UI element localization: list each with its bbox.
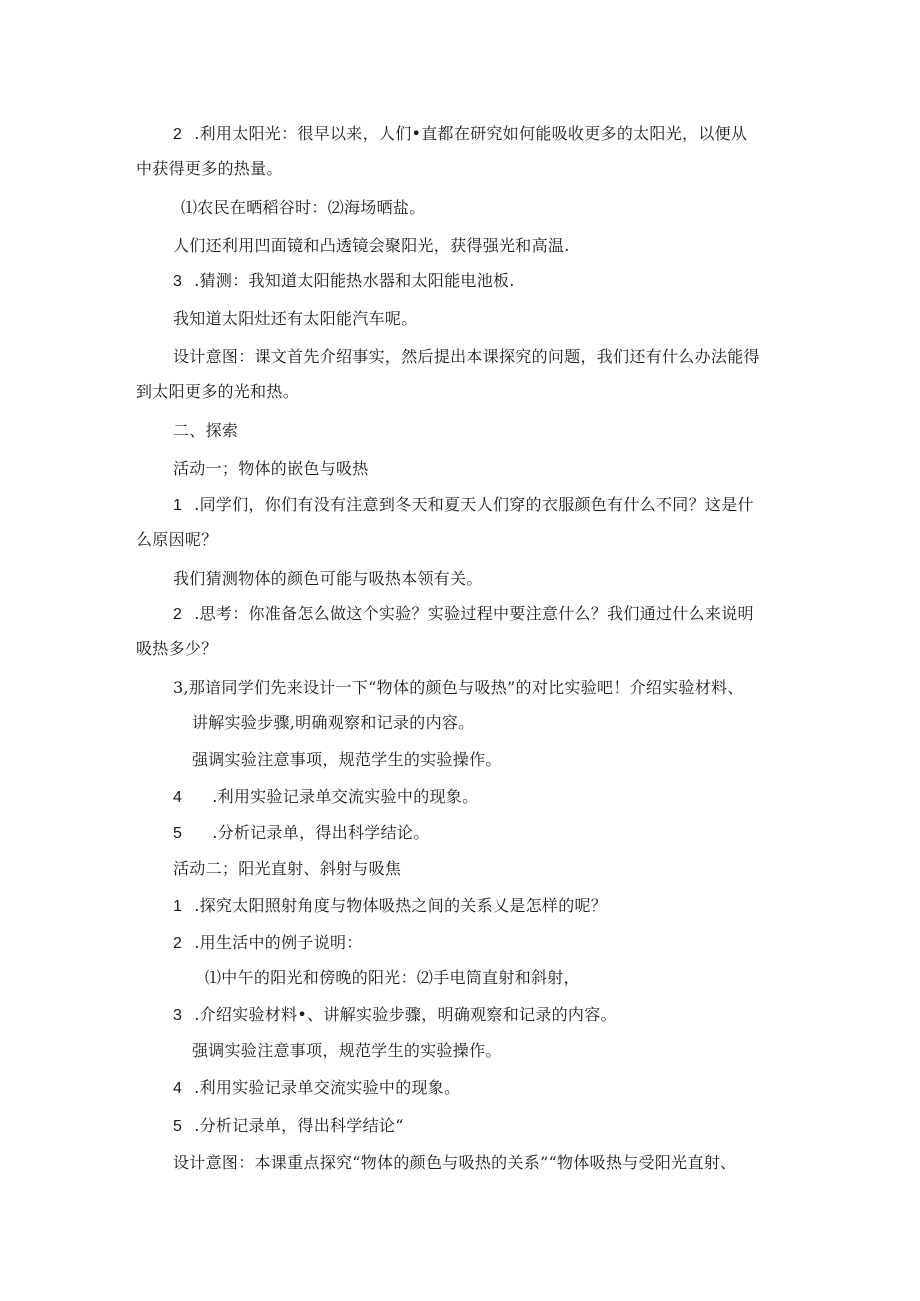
item-text: .分析记录单，得出科学结论。 [212, 823, 430, 842]
item-text: .同学们，你们有没有注意到冬天和夏天人们穿的衣服颜色有什么不同？这是什 [194, 495, 754, 514]
activity-1-item-3-line-3: 强调实验注意事项，规范学生的实验操作。 [192, 750, 502, 769]
activity-1-item-1-line-1 [173, 495, 754, 516]
activity-2-examples: ⑴中午的阳光和傍晚的阳光：⑵手电筒直射和斜射， [205, 968, 580, 987]
item-number: 4 [173, 789, 183, 806]
item-2-line-1 [173, 124, 747, 145]
section-heading: 二、探索 [173, 421, 239, 440]
activity-2-item-2 [173, 933, 363, 954]
activity-1-item-2-line-2: 吸热多少？ [136, 639, 218, 658]
activity-1-item-4 [173, 787, 478, 808]
activity-2-design-intent: 设计意图：本课重点探究“物体的颜色与吸热的关系”“物体吸热与受阳光直射、 [173, 1153, 737, 1172]
design-intent-line-2: 到太阳更多的光和热。 [136, 382, 300, 401]
item-number: 3 [173, 1007, 183, 1024]
item-text: .用生活中的例子说明： [194, 933, 363, 952]
examples-line: ⑴农民在晒稻谷时：⑵海场晒盐。 [181, 198, 426, 217]
activity-1-item-5 [173, 823, 430, 844]
item-text: .利用实验记录单交流实验中的现象。 [194, 1078, 461, 1097]
activity-2-item-3 [173, 1005, 617, 1026]
item-number: 2 [173, 935, 183, 952]
item-number: 1 [173, 898, 183, 915]
item-text: .利用太阳光：很早以来，人们•直都在研究如何能吸收更多的太阳光，以便从 [194, 124, 748, 143]
item-text: .猜测：我知道太阳能热水器和太阳能电池板. [194, 271, 515, 290]
activity-2-item-3-more: 强调实验注意事项，规范学生的实验操作。 [192, 1041, 502, 1060]
item-number: 1 [173, 497, 183, 514]
item-2-line-2: 中获得更多的热量。 [136, 159, 283, 178]
activity-2-item-4 [173, 1078, 460, 1099]
activity-1-guess: 我们猜测物体的颜色可能与吸热本领有关。 [173, 569, 483, 588]
activity-2-item-5 [173, 1116, 404, 1137]
item-3-line [173, 271, 515, 292]
mirror-line: 人们还利用凹面镜和凸透镜会聚阳光，获得强光和高温. [173, 236, 570, 255]
activity-1-item-3-line-2: 讲解实验步骤,明确观察和记录的内容。 [192, 713, 475, 732]
item-text: .介绍实验材料•、讲解实验步骤，明确观察和记录的内容。 [194, 1005, 617, 1024]
item-number: 5 [173, 825, 183, 842]
item-number: 2 [173, 606, 183, 623]
item-number: 3 [173, 273, 183, 290]
activity-1-title: 活动一；物体的嵌色与吸热 [173, 459, 369, 478]
item-text: .探究太阳照射角度与物体吸热之间的关系乂是怎样的呢？ [194, 896, 608, 915]
item-text: .思考：你准备怎么做这个实验？实验过程中要注意什么？我们通过什么来说明 [194, 604, 754, 623]
activity-1-item-2-line-1 [173, 604, 754, 625]
item-number: 5 [173, 1118, 183, 1135]
activity-2-item-1 [173, 896, 607, 917]
item-number: 2 [173, 126, 183, 143]
design-intent-line-1: 设计意图：课文首先介绍事实，然后提出本课探究的问题，我们还有什么办法能得 [173, 347, 760, 366]
item-3-more: 我知道太阳灶还有太阳能汽车呢。 [173, 309, 418, 328]
item-text: .分析记录单，得出科学结论“ [194, 1116, 404, 1135]
item-number: 4 [173, 1080, 183, 1097]
activity-1-item-3-line-1: 3,那谙同学们先来设计一下“物体的颜色与吸热”的对比实验吧！介绍实验材料、 [173, 678, 744, 697]
activity-2-title: 活动二；阳光直射、斜射与吸焦 [173, 859, 402, 878]
activity-1-item-1-line-2: 么原因呢？ [136, 530, 218, 549]
item-text: .利用实验记录单交流实验中的现象。 [212, 787, 479, 806]
